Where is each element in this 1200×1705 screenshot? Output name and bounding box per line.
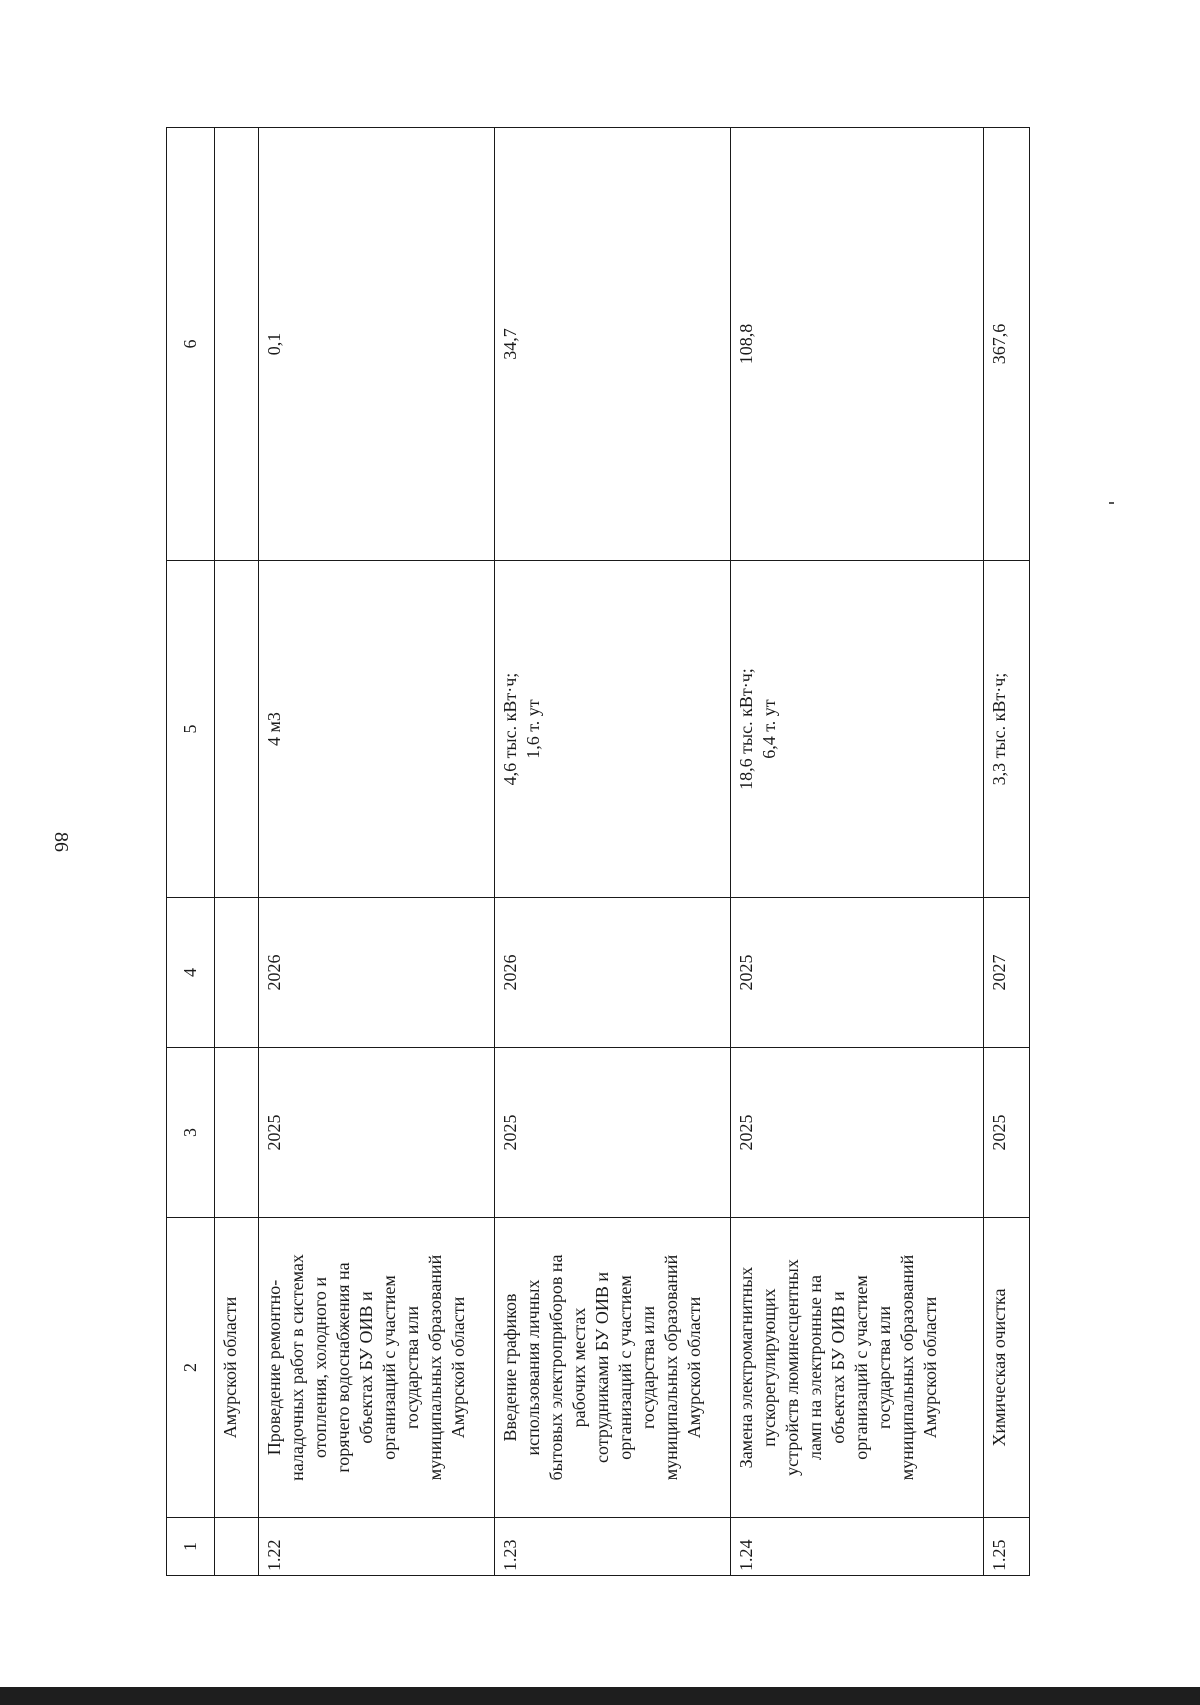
row-number: 1.23 [495, 1518, 731, 1576]
end-year: 2026 [495, 898, 731, 1048]
value-cell: 0,1 [259, 128, 495, 561]
end-year: 2025 [731, 898, 984, 1048]
measure-description: Проведение ремонтно- наладочных работ в системах отопления, холодного и горячего водоснабжения на объектах БУ ОИВ и организаций с участием государства или муниципальных образований Амурской области [259, 1218, 495, 1518]
savings-effect: 4 м3 [259, 561, 495, 898]
value-cell: 34,7 [495, 128, 731, 561]
column-header-6: 6 [167, 128, 215, 561]
table-cell [215, 1048, 259, 1218]
start-year: 2025 [495, 1048, 731, 1218]
column-header-2: 2 [167, 1218, 215, 1518]
table-row [731, 128, 984, 1576]
table-row [983, 128, 1029, 1576]
savings-effect: 18,6 тыс. кВт·ч; 6,4 т. ут [731, 561, 984, 898]
savings-effect: 3,3 тыс. кВт·ч; [983, 561, 1029, 898]
value-cell: 367,6 [983, 128, 1029, 561]
measure-description: Введение графиков использования личных бытовых электроприборов на рабочих местах сотрудниками БУ ОИВ и организаций с участием государства или муниципальных образований Амурской области [495, 1218, 731, 1518]
savings-effect: 4,6 тыс. кВт·ч; 1,6 т. ут [495, 561, 731, 898]
measure-description: Замена электромагнитных пускорегулирующих устройств люминесцентных ламп на электронные на объектах БУ ОИВ и организаций с участием государства или муниципальных образований Амурской области [731, 1218, 984, 1518]
table-row [259, 128, 495, 1576]
table-header-row [167, 128, 215, 1576]
column-header-4: 4 [167, 898, 215, 1048]
table-cell [215, 898, 259, 1048]
column-header-5: 5 [167, 561, 215, 898]
start-year: 2025 [259, 1048, 495, 1218]
value-cell: 108,8 [731, 128, 984, 561]
row-number: 1.25 [983, 1518, 1029, 1576]
end-year: 2027 [983, 898, 1029, 1048]
row-number: 1.22 [259, 1518, 495, 1576]
data-table-container [166, 128, 1030, 1576]
row-number: 1.24 [731, 1518, 984, 1576]
measure-description: Химическая очистка [983, 1218, 1029, 1518]
table-row [495, 128, 731, 1576]
column-header-3: 3 [167, 1048, 215, 1218]
table-cell [215, 128, 259, 561]
scan-speck [1109, 502, 1114, 504]
table-cell: Амурской области [215, 1218, 259, 1518]
column-header-1: 1 [167, 1518, 215, 1576]
start-year: 2025 [983, 1048, 1029, 1218]
table-cell [215, 1518, 259, 1576]
end-year: 2026 [259, 898, 495, 1048]
scan-bottom-edge [0, 1687, 1200, 1705]
page-number: 86 [50, 832, 72, 852]
continuation-row [215, 128, 259, 1576]
measures-table [166, 127, 1030, 1576]
start-year: 2025 [731, 1048, 984, 1218]
table-cell [215, 561, 259, 898]
